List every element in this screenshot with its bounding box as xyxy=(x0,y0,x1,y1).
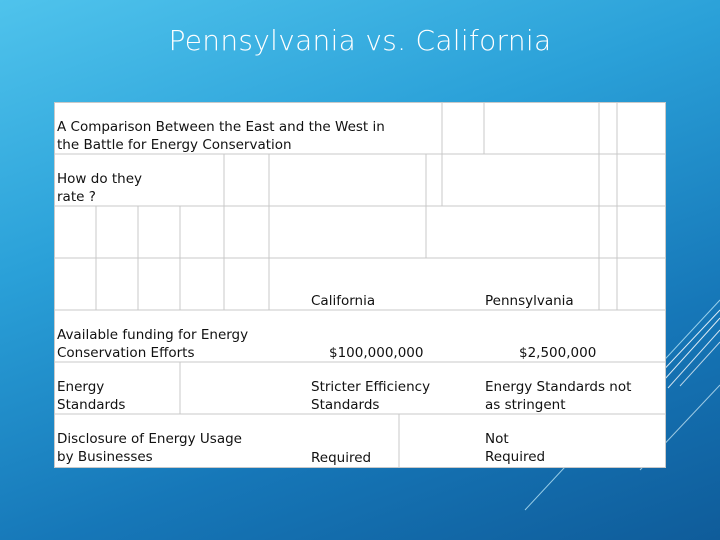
california-disclosure-value: Required xyxy=(311,450,372,466)
column-header-pennsylvania: Pennsylvania xyxy=(485,293,574,309)
pennsylvania-standards-value: Energy Standards not as stringent xyxy=(485,379,632,413)
question-label: How do they rate ? xyxy=(57,171,143,205)
comparison-table xyxy=(54,102,666,468)
row-label-disclosure: Disclosure of Energy Usage by Businesses xyxy=(57,431,242,465)
pennsylvania-disclosure-value: Not Required xyxy=(485,431,546,465)
california-standards-value: Stricter Efficiency Standards xyxy=(311,379,431,413)
row-label-energy-standards: Energy Standards xyxy=(57,379,126,413)
table-heading: A Comparison Between the East and the West in the Battle for Energy Conservation xyxy=(57,119,385,153)
row-label-funding: Available funding for Energy Conservation Efforts xyxy=(57,327,249,361)
slide-title: Pennsylvania vs. California xyxy=(168,24,552,57)
california-funding-value: $100,000,000 xyxy=(329,345,424,361)
column-header-california: California xyxy=(311,293,376,309)
pennsylvania-funding-value: $2,500,000 xyxy=(519,345,597,361)
